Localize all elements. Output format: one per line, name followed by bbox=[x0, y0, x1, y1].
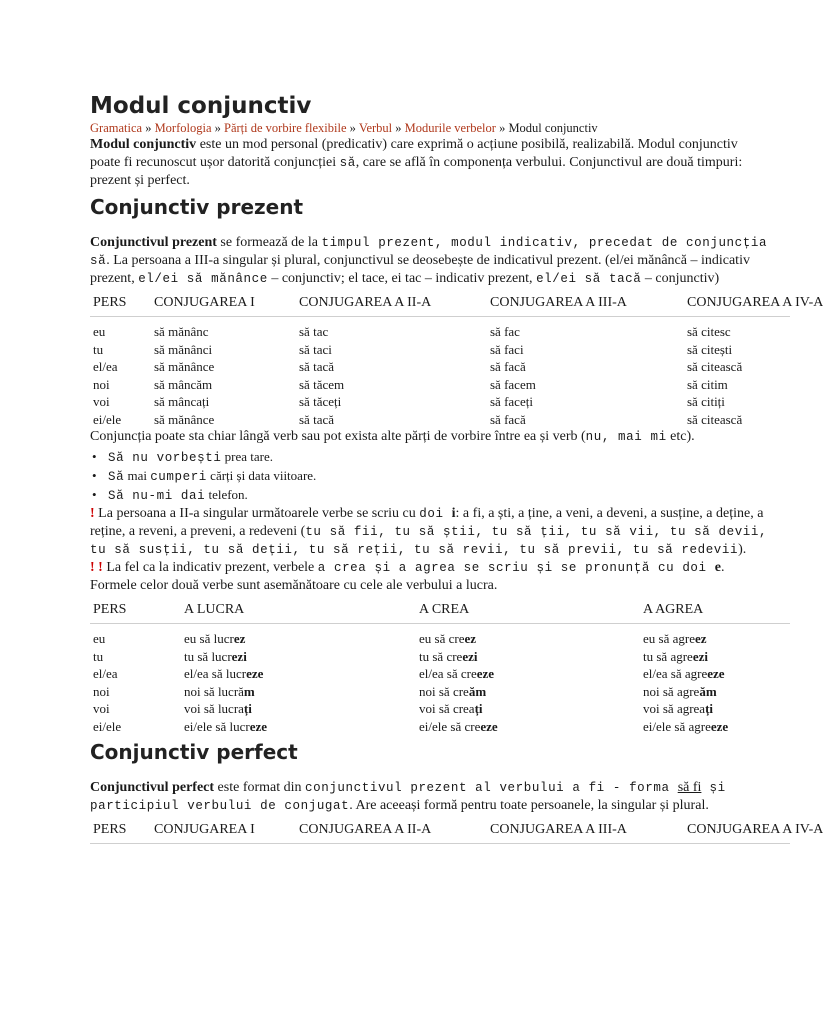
table-cell: să mâncați bbox=[154, 394, 210, 409]
intro-text: , care se află în componența verbului. Conjunctivul are două timpuri: prezent și perfect. bbox=[90, 155, 743, 188]
table-cell: să faceți bbox=[490, 394, 533, 409]
intro-code: să bbox=[339, 156, 356, 170]
cell-stem: ei/ele să cre bbox=[419, 718, 481, 734]
column-header: CONJUGAREA A II-A bbox=[296, 290, 487, 317]
table-row bbox=[90, 700, 790, 718]
cell-stem: eu să lucr bbox=[184, 631, 234, 646]
table-row bbox=[90, 648, 790, 666]
breadcrumb-separator: » bbox=[495, 121, 509, 135]
example-text: mai bbox=[124, 468, 151, 483]
example-list bbox=[90, 448, 768, 505]
section-heading-perfect: Conjunctiv perfect bbox=[90, 740, 298, 764]
list-item bbox=[106, 486, 768, 505]
list-item bbox=[106, 448, 768, 467]
cell-stem: voi să crea bbox=[419, 701, 475, 716]
cell-ending: eze bbox=[710, 718, 729, 734]
example-code: cumperi bbox=[150, 470, 207, 484]
column-header: A CREA bbox=[416, 597, 640, 624]
cell-ending: eze bbox=[246, 666, 264, 681]
table-row bbox=[90, 411, 790, 429]
column-header: A LUCRA bbox=[181, 597, 416, 624]
table-cell: să faci bbox=[490, 341, 524, 357]
perfect-code: și participiul verbului de conjugat bbox=[90, 781, 726, 813]
table-row bbox=[90, 718, 790, 736]
table-cell: să mănânci bbox=[154, 341, 213, 357]
column-header: A AGREA bbox=[640, 597, 790, 624]
table-cell: ei/ele bbox=[93, 718, 122, 734]
cell-ending: ți bbox=[705, 701, 714, 716]
example-code: Să bbox=[108, 470, 125, 484]
example-text: cărți și data viitoare. bbox=[206, 468, 317, 483]
table-cell: voi bbox=[93, 701, 110, 716]
table-cell: să citiți bbox=[687, 394, 725, 409]
table-cell bbox=[640, 648, 790, 666]
table-cell bbox=[181, 665, 416, 683]
table-row bbox=[90, 317, 790, 341]
table-cell: noi bbox=[93, 683, 110, 699]
column-header: CONJUGAREA A III-A bbox=[487, 290, 684, 317]
cell-stem: noi să agre bbox=[643, 683, 700, 699]
cell-stem: eu să cre bbox=[419, 631, 465, 646]
list-item bbox=[106, 467, 768, 486]
prezent-term: Conjunctivul prezent bbox=[90, 235, 217, 250]
cell-stem: el/ea să cre bbox=[419, 666, 477, 681]
prezent-text: – conjunctiv; el tace, ei tac – indicativ prezent, bbox=[267, 271, 537, 286]
example-code: Să nu-mi dai bbox=[108, 489, 206, 503]
column-header: CONJUGAREA A II-A bbox=[296, 817, 487, 844]
warning-paragraph bbox=[90, 505, 768, 559]
example-text: prea tare. bbox=[221, 449, 274, 464]
table-cell: să citim bbox=[687, 376, 728, 392]
prezent-text: – conjunctiv) bbox=[641, 271, 720, 286]
conjugation-table-prezent bbox=[90, 290, 823, 428]
table-cell bbox=[416, 648, 640, 666]
cell-ending: m bbox=[243, 683, 255, 699]
cell-ending: ez bbox=[694, 631, 707, 646]
cell-ending: ezi bbox=[462, 648, 478, 664]
table-cell: să taci bbox=[299, 341, 332, 357]
warning-text: ). bbox=[738, 542, 747, 557]
warning-code: a crea și a agrea se scriu și se pronunță cu doi bbox=[317, 561, 715, 575]
table-cell: el/ea bbox=[93, 666, 118, 681]
cell-ending: ăm bbox=[699, 683, 717, 699]
column-header: PERS bbox=[90, 817, 151, 844]
note-paragraph bbox=[90, 428, 768, 446]
cell-ending: ăm bbox=[468, 683, 487, 699]
cell-ending: ezi bbox=[692, 648, 708, 664]
perfect-underlined: să fi bbox=[677, 780, 702, 795]
warning-code: doi bbox=[419, 507, 452, 521]
perfect-text: este format din bbox=[214, 780, 306, 795]
cell-ending: eze bbox=[476, 666, 495, 681]
perfect-paragraph bbox=[90, 779, 768, 815]
cell-stem: ei/ele să lucr bbox=[184, 718, 250, 734]
table-row bbox=[90, 358, 790, 376]
warning-code: tu să fii, tu să știi, tu să ții, tu să vii, tu să devii, tu să susții, tu să deții, tu să reții, tu să revii, tu să previi, tu să redevii bbox=[90, 525, 768, 557]
cell-stem: tu să cre bbox=[419, 648, 463, 664]
table-cell: să citească bbox=[687, 411, 743, 427]
section-heading-prezent: Conjunctiv prezent bbox=[90, 195, 304, 219]
breadcrumb-separator: » bbox=[392, 121, 405, 135]
table-cell: el/ea bbox=[93, 359, 118, 374]
table-cell: să fac bbox=[490, 324, 520, 339]
cell-ending: eze bbox=[707, 666, 725, 681]
note-code: nu, mai mi bbox=[585, 430, 667, 444]
table-cell bbox=[181, 700, 416, 718]
cell-stem: el/ea să agre bbox=[643, 666, 708, 681]
page-title: Modul conjunctiv bbox=[90, 93, 312, 119]
warning-paragraph bbox=[90, 559, 768, 595]
cell-ending: ez bbox=[464, 631, 477, 646]
table-cell: să tacă bbox=[299, 411, 335, 427]
prezent-text: se formează de la bbox=[216, 235, 322, 250]
table-cell: ei/ele bbox=[93, 411, 122, 427]
table-cell bbox=[416, 624, 640, 648]
warning-text: La persoana a II-a singular următoarele verbe se scriu cu bbox=[94, 506, 420, 521]
table-cell: să tacă bbox=[299, 359, 335, 374]
prezent-text: . La persoana a III-a singular și plural, conjunctivul se deosebește de indicativul prezent. (el/ei mănâncă – indicativ prezent, bbox=[90, 253, 750, 286]
table-cell bbox=[640, 683, 790, 701]
table-cell: să mănânce bbox=[154, 411, 215, 427]
table-cell bbox=[181, 648, 416, 666]
warning-bold: e bbox=[714, 560, 721, 575]
warning-icon: ! bbox=[90, 506, 95, 521]
cell-ending: ez bbox=[233, 631, 246, 646]
cell-stem: tu să lucr bbox=[184, 648, 232, 664]
cell-stem: ei/ele să agre bbox=[643, 718, 711, 734]
example-text: telefon. bbox=[205, 487, 248, 502]
table-cell bbox=[416, 665, 640, 683]
table-cell bbox=[640, 718, 790, 736]
column-header: CONJUGAREA A IV-A bbox=[684, 817, 790, 844]
note-text: etc). bbox=[666, 429, 695, 444]
table-cell: să mâncăm bbox=[154, 376, 213, 392]
cell-ending: eze bbox=[249, 718, 267, 734]
breadcrumb-separator: » bbox=[211, 121, 224, 135]
table-cell: să facă bbox=[490, 359, 526, 374]
breadcrumb-link-parti-de-vorbire[interactable]: Părți de vorbire flexibile bbox=[224, 121, 347, 135]
table-cell bbox=[640, 665, 790, 683]
table-header-row bbox=[90, 290, 790, 317]
column-header: CONJUGAREA A III-A bbox=[487, 817, 684, 844]
breadcrumb bbox=[90, 120, 768, 136]
table-cell: eu bbox=[93, 631, 106, 646]
intro-term: Modul conjunctiv bbox=[90, 137, 197, 152]
table-cell: tu bbox=[93, 648, 104, 664]
table-cell: să tăcem bbox=[299, 376, 345, 392]
warning-text: : a fi, a ști, a ține, a veni, a deveni, a susține, a deține, a reține, a reveni, a preveni, a redeveni ( bbox=[90, 506, 764, 539]
article bbox=[90, 92, 823, 844]
prezent-code: el/ei să mănânce bbox=[138, 272, 268, 286]
prezent-code: timpul prezent, modul indicativ, precedat de conjuncția să bbox=[90, 236, 768, 268]
column-header: CONJUGAREA A IV-A bbox=[684, 290, 790, 317]
table-cell: să mănânce bbox=[154, 359, 215, 374]
cell-ending: ți bbox=[243, 701, 252, 716]
breadcrumb-separator: » bbox=[346, 121, 359, 135]
table-cell: să tac bbox=[299, 324, 329, 339]
table-cell: să citesc bbox=[687, 324, 731, 339]
cell-ending: eze bbox=[480, 718, 498, 734]
cell-stem: voi să lucra bbox=[184, 701, 244, 716]
note-text: Conjuncția poate sta chiar lângă verb sau pot exista alte părți de vorbire între ea și verb ( bbox=[90, 429, 586, 444]
prezent-paragraph bbox=[90, 234, 768, 288]
cell-stem: eu să agre bbox=[643, 631, 695, 646]
prezent-code: el/ei să tacă bbox=[536, 272, 642, 286]
table-cell bbox=[640, 700, 790, 718]
perfect-code: conjunctivul prezent al verbului a fi - forma bbox=[305, 781, 678, 795]
column-header: CONJUGAREA I bbox=[151, 290, 296, 317]
table-cell bbox=[181, 624, 416, 648]
table-cell bbox=[416, 700, 640, 718]
breadcrumb-current: Modul conjunctiv bbox=[508, 121, 598, 135]
table-cell bbox=[640, 624, 790, 648]
perfect-text: . Are aceeași formă pentru toate persoanele, la singular și plural. bbox=[349, 798, 709, 813]
table-cell: să tăceți bbox=[299, 394, 342, 409]
table-cell: să citești bbox=[687, 341, 733, 357]
table-cell bbox=[416, 718, 640, 736]
table-cell: voi bbox=[93, 394, 110, 409]
table-cell: să mănânc bbox=[154, 324, 209, 339]
table-cell: tu bbox=[93, 341, 104, 357]
breadcrumb-link-gramatica[interactable]: Gramatica bbox=[90, 121, 143, 135]
table-header-row bbox=[90, 597, 790, 624]
cell-stem: tu să agre bbox=[643, 648, 693, 664]
table-row bbox=[90, 376, 790, 394]
table-row bbox=[90, 665, 790, 683]
table-row bbox=[90, 624, 790, 648]
table-row bbox=[90, 683, 790, 701]
column-header: PERS bbox=[90, 290, 151, 317]
warning-icon: ! ! bbox=[90, 560, 103, 575]
table-cell bbox=[181, 718, 416, 736]
warning-text: La fel ca la indicativ prezent, verbele bbox=[102, 560, 318, 575]
perfect-term: Conjunctivul perfect bbox=[90, 780, 215, 795]
cell-ending: ezi bbox=[231, 648, 247, 664]
cell-stem: noi să cre bbox=[419, 683, 469, 699]
breadcrumb-link-verbul[interactable]: Verbul bbox=[358, 121, 393, 135]
warning-text: . Formele celor două verbe sunt asemănătoare cu cele ale verbului a lucra. bbox=[90, 560, 725, 593]
table-cell: eu bbox=[93, 324, 106, 339]
table-cell: noi bbox=[93, 376, 110, 392]
intro-text: este un mod personal (predicativ) care exprimă o acțiune posibilă, realizabilă. Modul conjunctiv poate fi recunoscut ușor datorită conjuncției bbox=[90, 137, 738, 170]
intro-paragraph bbox=[90, 136, 768, 190]
cell-stem: voi să agrea bbox=[643, 701, 706, 716]
column-header: PERS bbox=[90, 597, 181, 624]
table-row bbox=[90, 393, 790, 411]
table-row bbox=[90, 341, 790, 359]
column-header: CONJUGAREA I bbox=[151, 817, 296, 844]
table-cell: să facem bbox=[490, 376, 536, 392]
table-cell bbox=[416, 683, 640, 701]
cell-ending: ți bbox=[474, 701, 483, 716]
conjugation-table-perfect bbox=[90, 817, 823, 844]
breadcrumb-link-morfologia[interactable]: Morfologia bbox=[154, 121, 212, 135]
table-cell: să facă bbox=[490, 411, 526, 427]
conjugation-table-lucra-crea-agrea bbox=[90, 597, 790, 735]
warning-bold: i bbox=[451, 506, 456, 521]
table-cell: să citească bbox=[687, 359, 743, 374]
example-code: Să nu vorbești bbox=[108, 451, 222, 465]
cell-stem: noi să lucră bbox=[184, 683, 244, 699]
table-cell bbox=[181, 683, 416, 701]
breadcrumb-link-modurile-verbelor[interactable]: Modurile verbelor bbox=[404, 121, 496, 135]
breadcrumb-separator: » bbox=[142, 121, 155, 135]
cell-stem: el/ea să lucr bbox=[184, 666, 247, 681]
table-header-row bbox=[90, 817, 790, 844]
